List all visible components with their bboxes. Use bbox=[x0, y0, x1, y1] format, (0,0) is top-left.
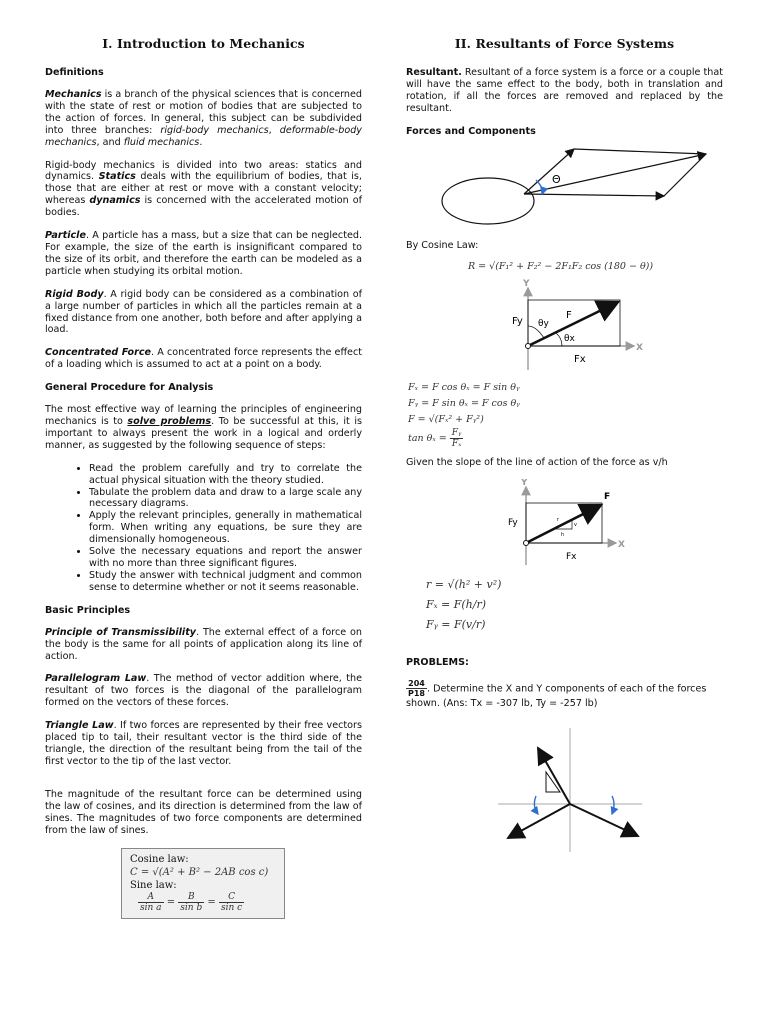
term-statics: Statics bbox=[98, 171, 136, 183]
procedure-steps-list bbox=[45, 463, 362, 594]
frac-num: 204 bbox=[406, 679, 427, 689]
section-title-resultants: II. Resultants of Force Systems bbox=[454, 36, 675, 51]
concentrated-force-paragraph bbox=[45, 347, 362, 371]
list-item: • Apply the relevant principles, generally in mathematical form. When writing any equations, be sure they are dimensionally homogeneous. bbox=[89, 510, 362, 546]
concentrated-force-text: . A concentrated force represents the effect of a loading which is assumed to act at a point on a body. bbox=[45, 347, 362, 371]
equation-r: r = √(h² + v²) bbox=[426, 578, 502, 592]
frac-num: B bbox=[178, 892, 204, 903]
frac-a bbox=[138, 892, 164, 913]
resultant-text: Resultant of a force system is a force or a couple that will have the same effect to the body, both in translation and rotation, if all the forces are removed and replaced by the resultant. bbox=[406, 67, 723, 114]
particle-paragraph bbox=[45, 230, 362, 278]
frac-den: P18 bbox=[408, 689, 425, 699]
definitions-heading: Definitions bbox=[45, 67, 104, 78]
sep: , and bbox=[96, 136, 124, 148]
x-axis-label: X bbox=[618, 540, 625, 551]
term-dynamics: dynamics bbox=[89, 195, 141, 207]
term-rigid-body: Rigid Body bbox=[45, 288, 104, 300]
cosine-law-intro: By Cosine Law: bbox=[406, 239, 479, 251]
mechanics-paragraph bbox=[45, 89, 362, 149]
theta-x-label: θx bbox=[564, 333, 575, 344]
problem-text: . Determine the X and Y components of each of the forces shown. (Ans: Tx = -307 lb, Ty = -257 lb) bbox=[406, 683, 707, 710]
equation-f: F = √(Fₓ² + Fᵧ²) bbox=[408, 413, 484, 425]
h-label: h bbox=[561, 532, 565, 539]
component-equations bbox=[408, 380, 723, 449]
force-vector-lower-right bbox=[570, 804, 638, 836]
fx-label: Fx bbox=[566, 552, 577, 563]
parallelogram-side bbox=[664, 154, 706, 196]
f-label: F bbox=[604, 492, 611, 503]
term-solve-problems: solve problems bbox=[127, 416, 212, 428]
procedure-heading: General Procedure for Analysis bbox=[45, 382, 214, 394]
transmissibility-paragraph bbox=[45, 627, 362, 663]
frac-num: A bbox=[138, 892, 164, 903]
resultant-paragraph bbox=[406, 67, 723, 115]
rigid-body-paragraph bbox=[45, 289, 362, 337]
term-mechanics: Mechanics bbox=[45, 89, 102, 100]
cosine-law-formula: C = √(A² + B² − 2AB cos c) bbox=[130, 867, 269, 879]
list-item: • Read the problem carefully and try to correlate the actual physical situation with the theory studied. bbox=[89, 463, 362, 487]
theta-y-label: θy bbox=[538, 318, 549, 329]
triangle-text: . If two forces are represented by their free vectors placed tip to tail, their resultant vector is the third side of the triangle, the direction of the resultant being from the tail of the first vector to the tip of the last vector. bbox=[45, 720, 362, 767]
tan-fraction bbox=[450, 428, 464, 449]
body-ellipse bbox=[442, 178, 534, 224]
slope-equations bbox=[426, 575, 723, 635]
equals-sign: = bbox=[207, 897, 216, 909]
parallelogram-paragraph bbox=[45, 673, 362, 709]
right-column bbox=[406, 36, 723, 856]
origin-point bbox=[526, 343, 531, 348]
rigid-body-mechanics-paragraph bbox=[45, 160, 362, 220]
laws-formula-box bbox=[121, 848, 285, 919]
angle-arc-x bbox=[556, 333, 562, 346]
frac-num: C bbox=[219, 892, 244, 903]
rb-text: deals with the equilibrium of bodies, that is, those that are either at rest or move with a constant velocity; whereas bbox=[45, 171, 362, 207]
y-axis-label: Y bbox=[521, 479, 528, 489]
force-vector-1 bbox=[524, 149, 574, 194]
section-title-mechanics: I. Introduction to Mechanics bbox=[102, 36, 305, 51]
list-item: • Tabulate the problem data and draw to a large scale any necessary diagrams. bbox=[89, 487, 362, 511]
frac-den: sin a bbox=[140, 903, 162, 914]
cosine-law-label: Cosine law: bbox=[130, 854, 189, 866]
problem-number bbox=[406, 679, 427, 698]
equation-fy-slope: Fᵧ = F(v/r) bbox=[426, 618, 486, 632]
y-axis-label: Y bbox=[523, 278, 530, 289]
term-triangle-law: Triangle Law bbox=[45, 720, 114, 732]
force-vector-2 bbox=[524, 194, 664, 196]
frac-c bbox=[219, 892, 244, 913]
mechanics-text: is a branch of the physical sciences that is concerned with the state of rest or motion of bodies that are subjected to the action of forces. In general, this subject can be subdivided into three branches: bbox=[45, 89, 362, 136]
sine-law-label: Sine law: bbox=[130, 880, 177, 892]
components-figure bbox=[406, 278, 723, 376]
v-label: v bbox=[574, 522, 577, 529]
particle-text: . A particle has a mass, but a size that can be neglected. For example, the size of the earth is insignificant compared to the size of its orbit, and therefore the earth can be modeled as a particle when studying its orbital motion. bbox=[45, 230, 362, 277]
term-transmissibility: Principle of Transmissibility bbox=[45, 626, 197, 638]
triangle-paragraph bbox=[45, 720, 362, 768]
r-label: r bbox=[557, 517, 560, 524]
parallelogram-side bbox=[574, 149, 706, 154]
procedure-text: . To be successful at this, it is important to always present the work in a logical and orderly manner, as suggested by the following sequence of steps: bbox=[45, 416, 362, 451]
angle-arc-left bbox=[534, 796, 538, 814]
equation-fx-slope: Fₓ = F(h/r) bbox=[426, 598, 487, 612]
problem-204 bbox=[406, 679, 723, 710]
frac-b bbox=[178, 892, 204, 913]
rigid-body-text: . A rigid body can be considered as a combination of a large number of particles in which all the particles remain at a fixed distance from one another, both before and after applying a load. bbox=[45, 288, 362, 336]
parallelogram-figure bbox=[406, 146, 723, 232]
frac-den: Fₓ bbox=[451, 438, 462, 449]
left-column bbox=[45, 36, 362, 919]
forces-components-heading: Forces and Components bbox=[406, 125, 536, 137]
frac-den: sin b bbox=[180, 903, 203, 914]
cosine-law-resultant-formula: R = √(F₁² + F₂² − 2F₁F₂ cos (180 − θ)) bbox=[468, 260, 654, 272]
equation-fy: Fᵧ = F sin θₓ = F cos θᵧ bbox=[408, 397, 520, 409]
magnitude-paragraph: The magnitude of the resultant force can be determined using the law of cosines, and its direction is determined from the law of sines. The magnitudes of two force components are determined from the law of sines. bbox=[45, 788, 362, 836]
fy-label: Fy bbox=[512, 315, 523, 327]
transmissibility-text: . The external effect of a force on the body is the same for all points of application along its line of action. bbox=[45, 626, 362, 662]
term-concentrated-force: Concentrated Force bbox=[45, 347, 152, 359]
term-parallelogram-law: Parallelogram Law bbox=[45, 673, 147, 685]
sine-law-formula bbox=[130, 892, 276, 913]
fx-label: Fx bbox=[574, 353, 586, 365]
branch-fluid: fluid mechanics bbox=[123, 136, 200, 148]
rb-text: is concerned with the accelerated motion of bodies. bbox=[45, 195, 362, 219]
problem-figure bbox=[466, 724, 768, 856]
term-resultant: Resultant. bbox=[406, 67, 462, 78]
slope-figure bbox=[406, 479, 723, 571]
equation-tan bbox=[408, 428, 723, 449]
tan-lhs: tan θₓ = bbox=[408, 432, 447, 444]
force-vector-upper bbox=[538, 748, 570, 804]
branch-rigid: rigid-body mechanics bbox=[160, 124, 269, 136]
sep: , bbox=[268, 124, 280, 136]
frac-den: sin c bbox=[220, 903, 243, 914]
term-particle: Particle bbox=[45, 230, 86, 242]
list-item: • Solve the necessary equations and report the answer with no more than three significant figures. bbox=[89, 546, 362, 570]
frac-num: Fᵧ bbox=[451, 427, 462, 438]
list-item: • Study the answer with technical judgment and common sense to determine whether or not it seems reasonable. bbox=[89, 570, 362, 594]
theta-label: Θ bbox=[552, 172, 561, 186]
angle-arc-right bbox=[612, 796, 614, 814]
origin-point bbox=[524, 541, 529, 546]
f-label: F bbox=[566, 309, 572, 321]
parallelogram-text: . The method of vector addition where, the resultant of two forces is the diagonal of the parallelogram formed on the vectors of these forces. bbox=[45, 673, 362, 709]
branch-deformable: deformable-body mechanics bbox=[45, 124, 362, 148]
equals-sign: = bbox=[166, 897, 176, 909]
equation-fx: Fₓ = F cos θₓ = F sin θᵧ bbox=[408, 381, 520, 393]
fy-label: Fy bbox=[508, 518, 518, 529]
procedure-text: The most effective way of learning the principles of engineering mechanics is to bbox=[45, 404, 362, 428]
slope-paragraph: Given the slope of the line of action of the force as v/h bbox=[406, 456, 668, 468]
basic-principles-heading: Basic Principles bbox=[45, 604, 131, 616]
spacer bbox=[45, 779, 362, 789]
x-axis-label: X bbox=[636, 342, 643, 353]
problems-heading: PROBLEMS: bbox=[406, 657, 469, 669]
procedure-paragraph bbox=[45, 404, 362, 452]
sep: . bbox=[199, 136, 203, 148]
force-vector-lower-left bbox=[508, 804, 570, 838]
rb-text: Rigid-body mechanics is divided into two areas: statics and dynamics. bbox=[45, 159, 362, 183]
